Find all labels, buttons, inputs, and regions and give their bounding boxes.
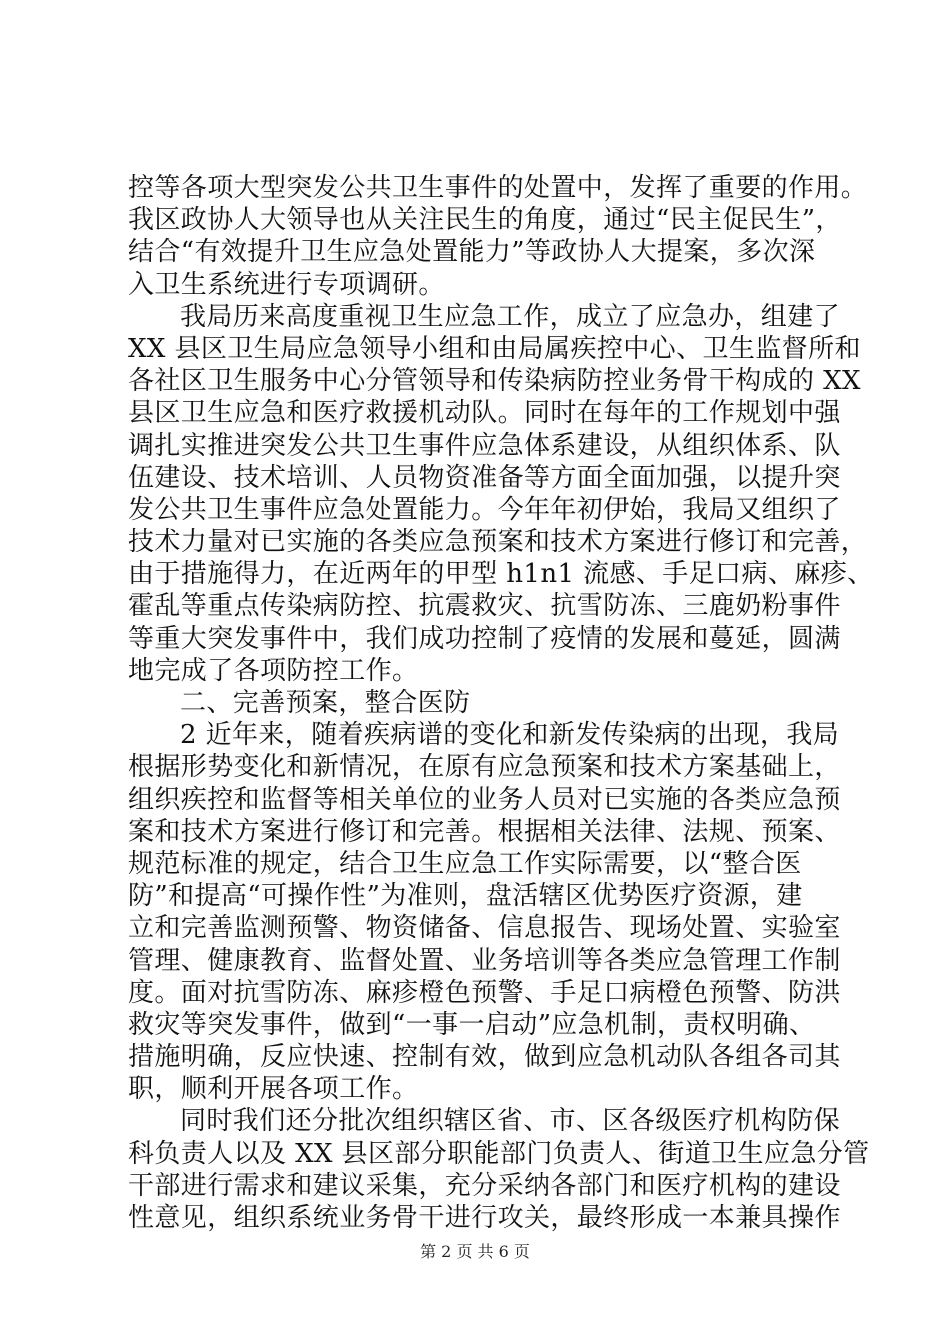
text-line: 我区政协人大领导也从关注民生的角度，通过“民主促民生”， (128, 205, 842, 236)
text-line: 干部进行需求和建议采集，充分采纳各部门和医疗机构的建设 (128, 1170, 841, 1201)
text-line: 管理、健康教育、监督处置、业务培训等各类应急管理工作制 (128, 945, 841, 976)
text-line: 调扎实推进突发公共卫生事件应急体系建设，从组织体系、队 (128, 430, 841, 461)
paragraph-first-line: 我局历来高度重视卫生应急工作，成立了应急办，组建了 (180, 301, 841, 332)
text-line: 入卫生系统进行专项调研。 (128, 269, 445, 300)
text-line: 发公共卫生事件应急处置能力。今年年初伊始，我局又组织了 (128, 494, 841, 525)
text-line: 案和技术方案进行修订和完善。根据相关法律、法规、预案、 (128, 816, 841, 847)
text-line: 技术力量对已实施的各类应急预案和技术方案进行修订和完善， (128, 527, 868, 558)
text-line: 等重大突发事件中，我们成功控制了疫情的发展和蔓延，圆满 (128, 623, 841, 654)
paragraph-first-line: 2 近年来，随着疾病谱的变化和新发传染病的出现，我局 (180, 720, 840, 751)
text-line: 由于措施得力，在近两年的甲型 h1n1 流感、手足口病、麻疹、 (128, 559, 874, 590)
section-heading: 二、完善预案，整合医防 (180, 688, 471, 718)
text-line: XX 县区卫生局应急领导小组和由局属疾控中心、卫生监督所和 (128, 333, 861, 364)
document-body (128, 172, 874, 1234)
text-line: 根据形势变化和新情况，在原有应急预案和技术方案基础上， (128, 752, 841, 783)
text-line: 规范标准的规定，结合卫生应急工作实际需要，以“整合医 (128, 848, 802, 879)
text-line: 组织疾控和监督等相关单位的业务人员对已实施的各类应急预 (128, 784, 841, 815)
text-line: 性意见，组织系统业务骨干进行攻关，最终形成一本兼具操作 (128, 1203, 841, 1233)
paragraph-first-line: 同时我们还分批次组织辖区省、市、区各级医疗机构防保 (180, 1106, 841, 1137)
text-line: 立和完善监测预警、物资储备、信息报告、现场处置、实验室 (128, 913, 841, 944)
text-line: 地完成了各项防控工作。 (128, 655, 419, 686)
text-line: 措施明确，反应快速、控制有效，做到应急机动队各组各司其 (128, 1042, 841, 1073)
text-line: 度。面对抗雪防冻、麻疹橙色预警、手足口病橙色预警、防洪 (128, 977, 841, 1008)
text-line: 各社区卫生服务中心分管领导和传染病防控业务骨干构成的 XX (128, 366, 861, 397)
text-line: 救灾等突发事件，做到“一事一启动”应急机制，责权明确、 (128, 1009, 816, 1040)
page-number: 第 2 页 共 6 页 (420, 1242, 530, 1261)
text-line: 职，顺利开展各项工作。 (128, 1074, 419, 1105)
text-line: 科负责人以及 XX 县区部分职能部门负责人、街道卫生应急分管 (128, 1138, 870, 1169)
text-line: 结合“有效提升卫生应急处置能力”等政协人大提案，多次深 (128, 237, 816, 268)
text-line: 防”和提高“可操作性”为准则，盘活辖区优势医疗资源，建 (128, 881, 803, 912)
text-line: 伍建设、技术培训、人员物资准备等方面全面加强，以提升突 (128, 462, 841, 493)
text-line: 控等各项大型突发公共卫生事件的处置中，发挥了重要的作用。 (128, 173, 868, 203)
page-footer (0, 1242, 950, 1262)
text-line: 霍乱等重点传染病防控、抗震救灾、抗雪防冻、三鹿奶粉事件 (128, 591, 841, 622)
text-line: 县区卫生应急和医疗救援机动队。同时在每年的工作规划中强 (128, 398, 841, 429)
